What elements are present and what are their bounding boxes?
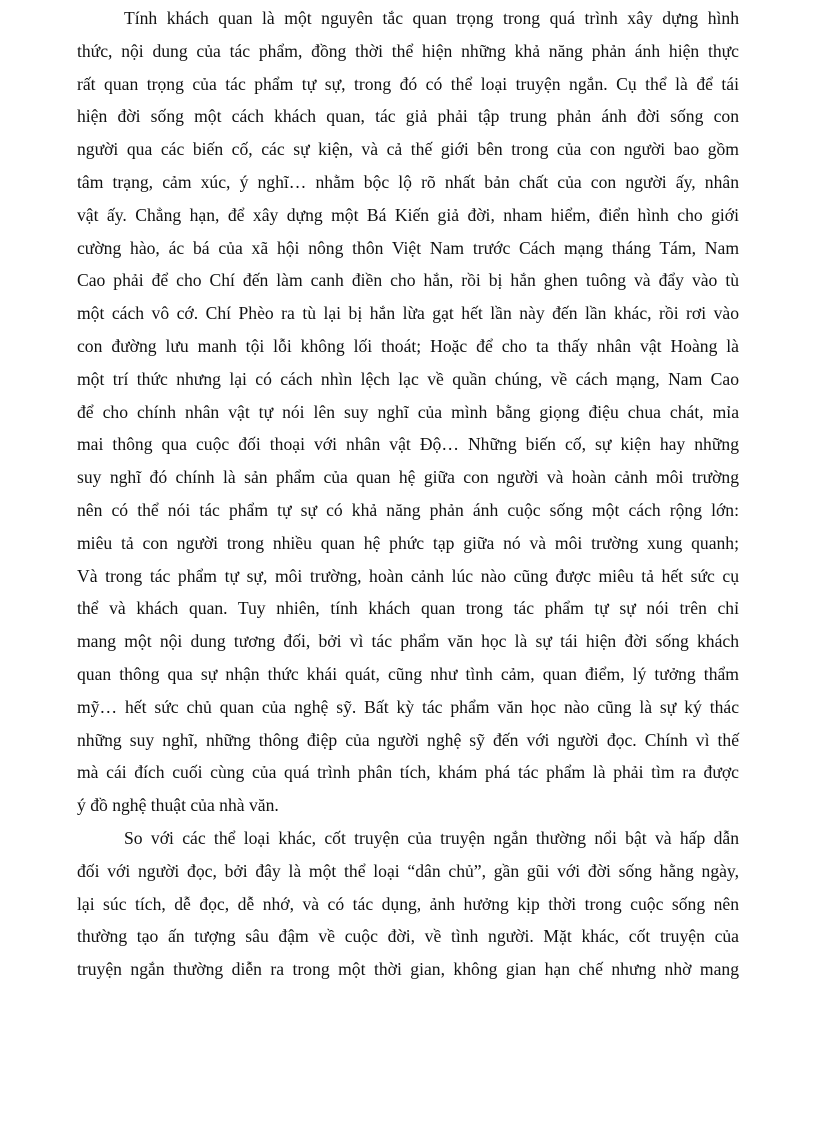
text-line: con đường lưu manh tội lỗi không lối thoát; Hoặc để cho ta thấy nhân vật Hoàng là	[77, 335, 739, 356]
text-line: thức, nội dung của tác phẩm, đồng thời thể hiện những khả năng phản ánh hiện thực	[77, 40, 739, 61]
paragraph-1	[77, 2, 739, 822]
text-line: Cao phải để cho Chí đến làm canh điền cho hắn, rồi bị hắn ghen tuông và đẩy vào tù	[77, 270, 739, 291]
text-line: một cách vô cớ. Chí Phèo ra tù lại bị hắn lừa gạt hết lần này đến lần khác, rồi rơi vào	[77, 303, 739, 324]
text-line: Tính khách quan là một nguyên tắc quan trọng trong quá trình xây dựng hình	[124, 8, 739, 28]
text-line: hiện đời sống một cách khách quan, tác giả phải tập trung phản ánh đời sống con	[77, 106, 739, 127]
text-line: rất quan trọng của tác phẩm tự sự, trong đó có thể loại truyện ngắn. Cụ thể là để tái	[77, 73, 739, 94]
text-line: cường hào, ác bá của xã hội nông thôn Việt Nam trước Cách mạng tháng Tám, Nam	[77, 237, 739, 258]
text-line: những suy nghĩ, những thông điệp của người nghệ sỹ đến với người đọc. Chính vì thế	[77, 729, 739, 750]
paragraph-2	[77, 822, 739, 986]
text-line: vật ấy. Chẳng hạn, để xây dựng một Bá Kiến giả đời, nham hiểm, điển hình cho giới	[77, 204, 739, 225]
text-line: nên có thể nói tác phẩm tự sự có khả năng phản ánh cuộc sống một cách rộng lớn:	[77, 499, 739, 520]
text-line: mà cái đích cuối cùng của quá trình phân tích, khám phá tác phẩm là phải tìm ra được	[77, 762, 739, 783]
text-line: mang một nội dung tương đối, bởi vì tác phẩm văn học là sự tái hiện đời sống khách	[77, 631, 739, 652]
text-line: ý đồ nghệ thuật của nhà văn.	[77, 795, 279, 816]
text-line: để cho chính nhân vật tự nói lên suy nghĩ của mình bằng giọng điệu chua chát, mỉa	[77, 401, 739, 422]
text-line: suy nghĩ đó chính là sản phẩm của quan hệ giữa con người và hoàn cảnh môi trường	[77, 467, 739, 488]
text-line: mai thông qua cuộc đối thoại với nhân vật Độ… Những biến cố, sự kiện hay những	[77, 434, 739, 455]
text-line: Và trong tác phẩm tự sự, môi trường, hoàn cảnh lúc nào cũng được miêu tả hết sức cụ	[77, 565, 739, 586]
document-page	[77, 0, 739, 986]
text-line: quan thông qua sự nhận thức khái quát, cũng như tình cảm, quan điểm, lý tưởng thẩm	[77, 663, 739, 684]
text-line: thể và khách quan. Tuy nhiên, tính khách quan trong tác phẩm tự sự nói trên chỉ	[77, 598, 739, 619]
text-line: một trí thức nhưng lại có cách nhìn lệch lạc về quần chúng, về cách mạng, Nam Cao	[77, 368, 739, 389]
text-line: miêu tả con người trong nhiều quan hệ phức tạp giữa nó và môi trường xung quanh;	[77, 532, 739, 553]
text-line: thường tạo ấn tượng sâu đậm về cuộc đời, về tình người. Mặt khác, cốt truyện của	[77, 926, 739, 947]
text-line: So với các thể loại khác, cốt truyện của truyện ngắn thường nổi bật và hấp dẫn	[124, 827, 739, 848]
text-line: tâm trạng, cảm xúc, ý nghĩ… nhằm bộc lộ rõ nhất bản chất của con người ấy, nhân	[77, 171, 739, 192]
text-line: đối với người đọc, bởi đây là một thể loại “dân chủ”, gần gũi với đời sống hằng ngày,	[77, 860, 739, 881]
text-line: mỹ… hết sức chủ quan của nghệ sỹ. Bất kỳ tác phẩm văn học nào cũng là sự ký thác	[77, 696, 739, 717]
text-line: truyện ngắn thường diễn ra trong một thời gian, không gian hạn chế nhưng nhờ mang	[77, 959, 739, 980]
text-line: người qua các biến cố, các sự kiện, và cả thế giới bên trong của con người bao gồm	[77, 139, 739, 160]
text-line: lại súc tích, dễ đọc, dễ nhớ, và có tác dụng, ảnh hưởng kịp thời trong cuộc sống nên	[77, 893, 739, 914]
